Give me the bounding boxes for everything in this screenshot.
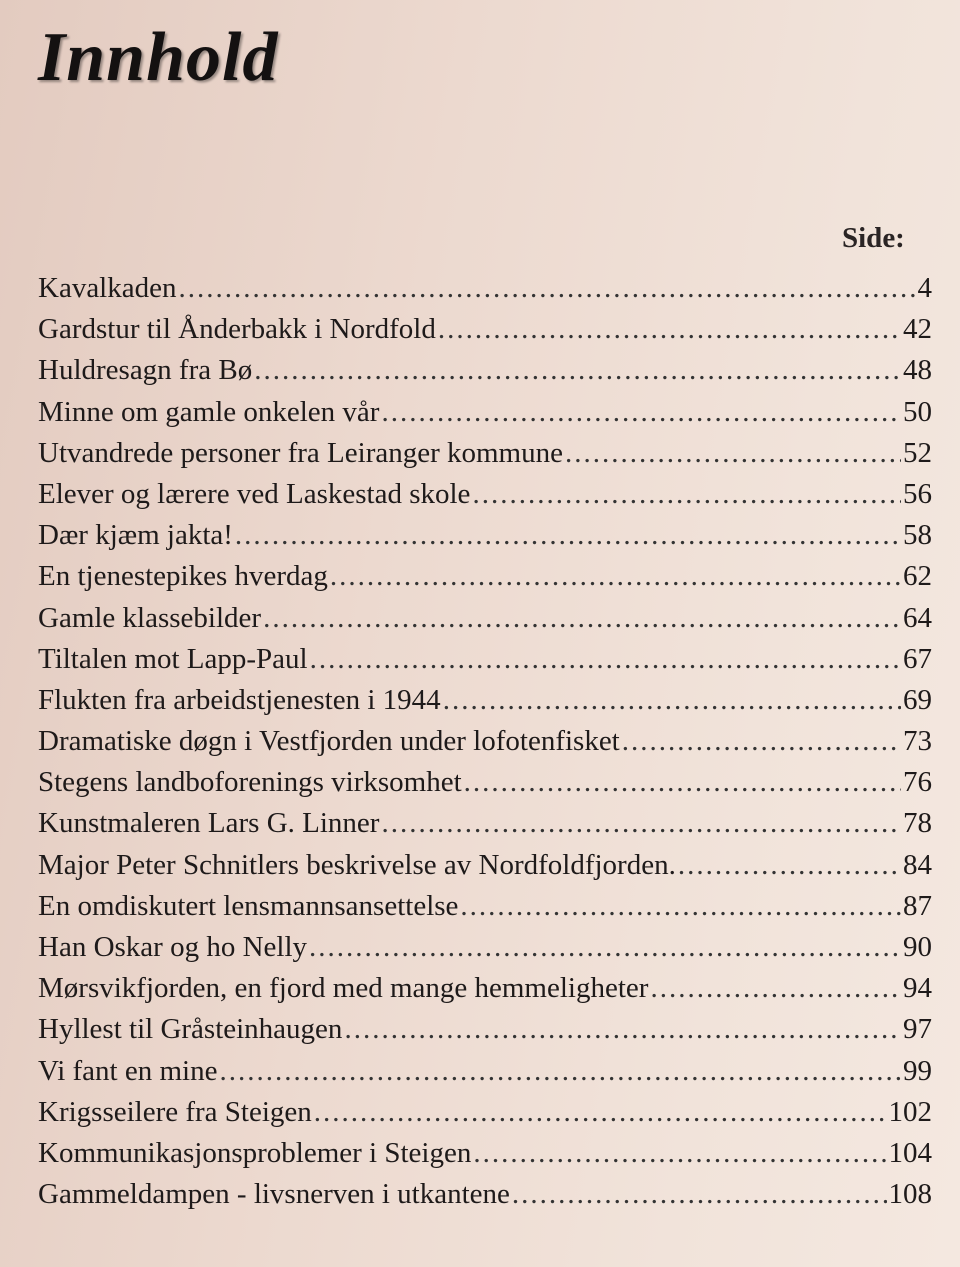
toc-entry [38, 433, 932, 474]
toc-entry-title: Minne om gamle onkelen vår [38, 395, 380, 428]
dot-leader [179, 268, 916, 309]
dot-leader [309, 927, 901, 968]
toc-entry-page: 97 [903, 1013, 932, 1046]
toc-entry-page: 64 [903, 601, 932, 634]
toc-entry-title: En omdiskutert lensmannsansettelse [38, 889, 459, 922]
toc-entry-title: Flukten fra arbeidstjenesten i 1944 [38, 683, 441, 716]
toc-entry [38, 1133, 932, 1174]
toc-entry-page: 42 [903, 313, 932, 346]
dot-leader [460, 886, 901, 927]
toc-entry [38, 1174, 932, 1215]
toc-entry [38, 803, 932, 844]
toc-entry [38, 927, 932, 968]
toc-entry-page: 104 [888, 1136, 932, 1169]
dot-leader [473, 1133, 886, 1174]
dot-leader [381, 392, 901, 433]
toc-entry-page: 94 [903, 972, 932, 1005]
toc-entry-page: 87 [903, 889, 932, 922]
toc-entry [38, 309, 932, 350]
toc-entry-title: Stegens landboforenings virksomhet [38, 766, 462, 799]
toc-entry [38, 474, 932, 515]
toc-entry-page: 76 [903, 766, 932, 799]
toc-entry-page: 90 [903, 931, 932, 963]
toc-entry-page: 73 [903, 725, 932, 758]
toc-entry [38, 556, 932, 597]
toc-entry-title: Vi fant en mine [38, 1054, 218, 1087]
dot-leader [254, 350, 901, 391]
toc-entry [38, 680, 932, 721]
toc-entry-page: 56 [903, 477, 932, 510]
dot-leader [512, 1174, 887, 1215]
toc-entry [38, 639, 932, 680]
toc-entry [38, 1092, 932, 1133]
toc-entry [38, 598, 932, 639]
toc-entry-title: Gamle klassebilder [38, 601, 262, 634]
toc-entry-title: Hyllest til Gråsteinhaugen [38, 1013, 343, 1046]
dot-leader [565, 433, 901, 474]
dot-leader [310, 639, 901, 680]
toc-entry-page: 69 [903, 683, 932, 716]
dot-leader [263, 598, 901, 639]
page-title: Innhold [38, 19, 279, 96]
toc-entry-page: 108 [888, 1178, 932, 1211]
toc-entry-page: 84 [903, 848, 932, 881]
dot-leader [472, 474, 901, 515]
toc-entry-title: Gardstur til Ånderbakk i Nordfold [38, 313, 436, 346]
toc-entry [38, 1009, 932, 1050]
toc-entry-page: 67 [903, 642, 932, 675]
dot-leader [344, 1009, 901, 1050]
toc-entry [38, 350, 932, 391]
toc-entry [38, 762, 932, 803]
toc-entry [38, 268, 932, 309]
table-of-contents [38, 268, 932, 1215]
toc-entry-title: Elever og lærere ved Laskestad skole [38, 477, 471, 510]
toc-entry-page: 52 [903, 436, 932, 469]
toc-entry-page: 102 [888, 1095, 932, 1128]
toc-entry-title: Kommunikasjonsproblemer i Steigen [38, 1136, 472, 1169]
toc-entry [38, 845, 932, 886]
toc-entry-page: 58 [903, 519, 932, 552]
toc-entry-title: Dær kjæm jakta! [38, 519, 233, 552]
toc-entry-page: 50 [903, 395, 932, 428]
dot-leader [678, 845, 901, 886]
toc-entry-title: Utvandrede personer fra Leiranger kommune [38, 436, 563, 469]
toc-entry [38, 968, 932, 1009]
dot-leader [314, 1092, 887, 1133]
toc-entry-title: Huldresagn fra Bø [38, 354, 253, 387]
toc-entry-title: Gammeldampen - livsnerven i utkantene [38, 1178, 510, 1211]
dot-leader [650, 968, 901, 1009]
dot-leader [330, 556, 901, 597]
toc-entry-page: 48 [903, 354, 932, 387]
toc-entry-title: Major Peter Schnitlers beskrivelse av Nordfoldfjorden. [38, 848, 676, 881]
dot-leader [381, 803, 901, 844]
toc-entry [38, 392, 932, 433]
toc-entry-page: 99 [903, 1054, 932, 1087]
toc-entry-title: Kavalkaden [38, 272, 177, 304]
toc-entry [38, 515, 932, 556]
dot-leader [219, 1051, 901, 1092]
toc-entry-page: 62 [903, 560, 932, 593]
dot-leader [443, 680, 901, 721]
dot-leader [464, 762, 901, 803]
toc-entry-title: Mørsvikfjorden, en fjord med mange hemmeligheter [38, 972, 649, 1005]
toc-entry [38, 721, 932, 762]
toc-entry-page: 78 [903, 807, 932, 840]
page-column-header: Side: [842, 222, 905, 254]
dot-leader [438, 309, 901, 350]
toc-entry-title: En tjenestepikes hverdag [38, 560, 328, 593]
toc-entry-title: Kunstmaleren Lars G. Linner [38, 807, 380, 840]
toc-entry-page: 4 [917, 272, 932, 304]
toc-entry [38, 1051, 932, 1092]
toc-entry-title: Krigsseilere fra Steigen [38, 1095, 312, 1128]
dot-leader [622, 721, 901, 762]
toc-entry [38, 886, 932, 927]
toc-entry-title: Tiltalen mot Lapp-Paul [38, 642, 308, 675]
dot-leader [235, 515, 901, 556]
toc-entry-title: Dramatiske døgn i Vestfjorden under lofotenfisket [38, 725, 620, 758]
toc-entry-title: Han Oskar og ho Nelly [38, 931, 308, 963]
